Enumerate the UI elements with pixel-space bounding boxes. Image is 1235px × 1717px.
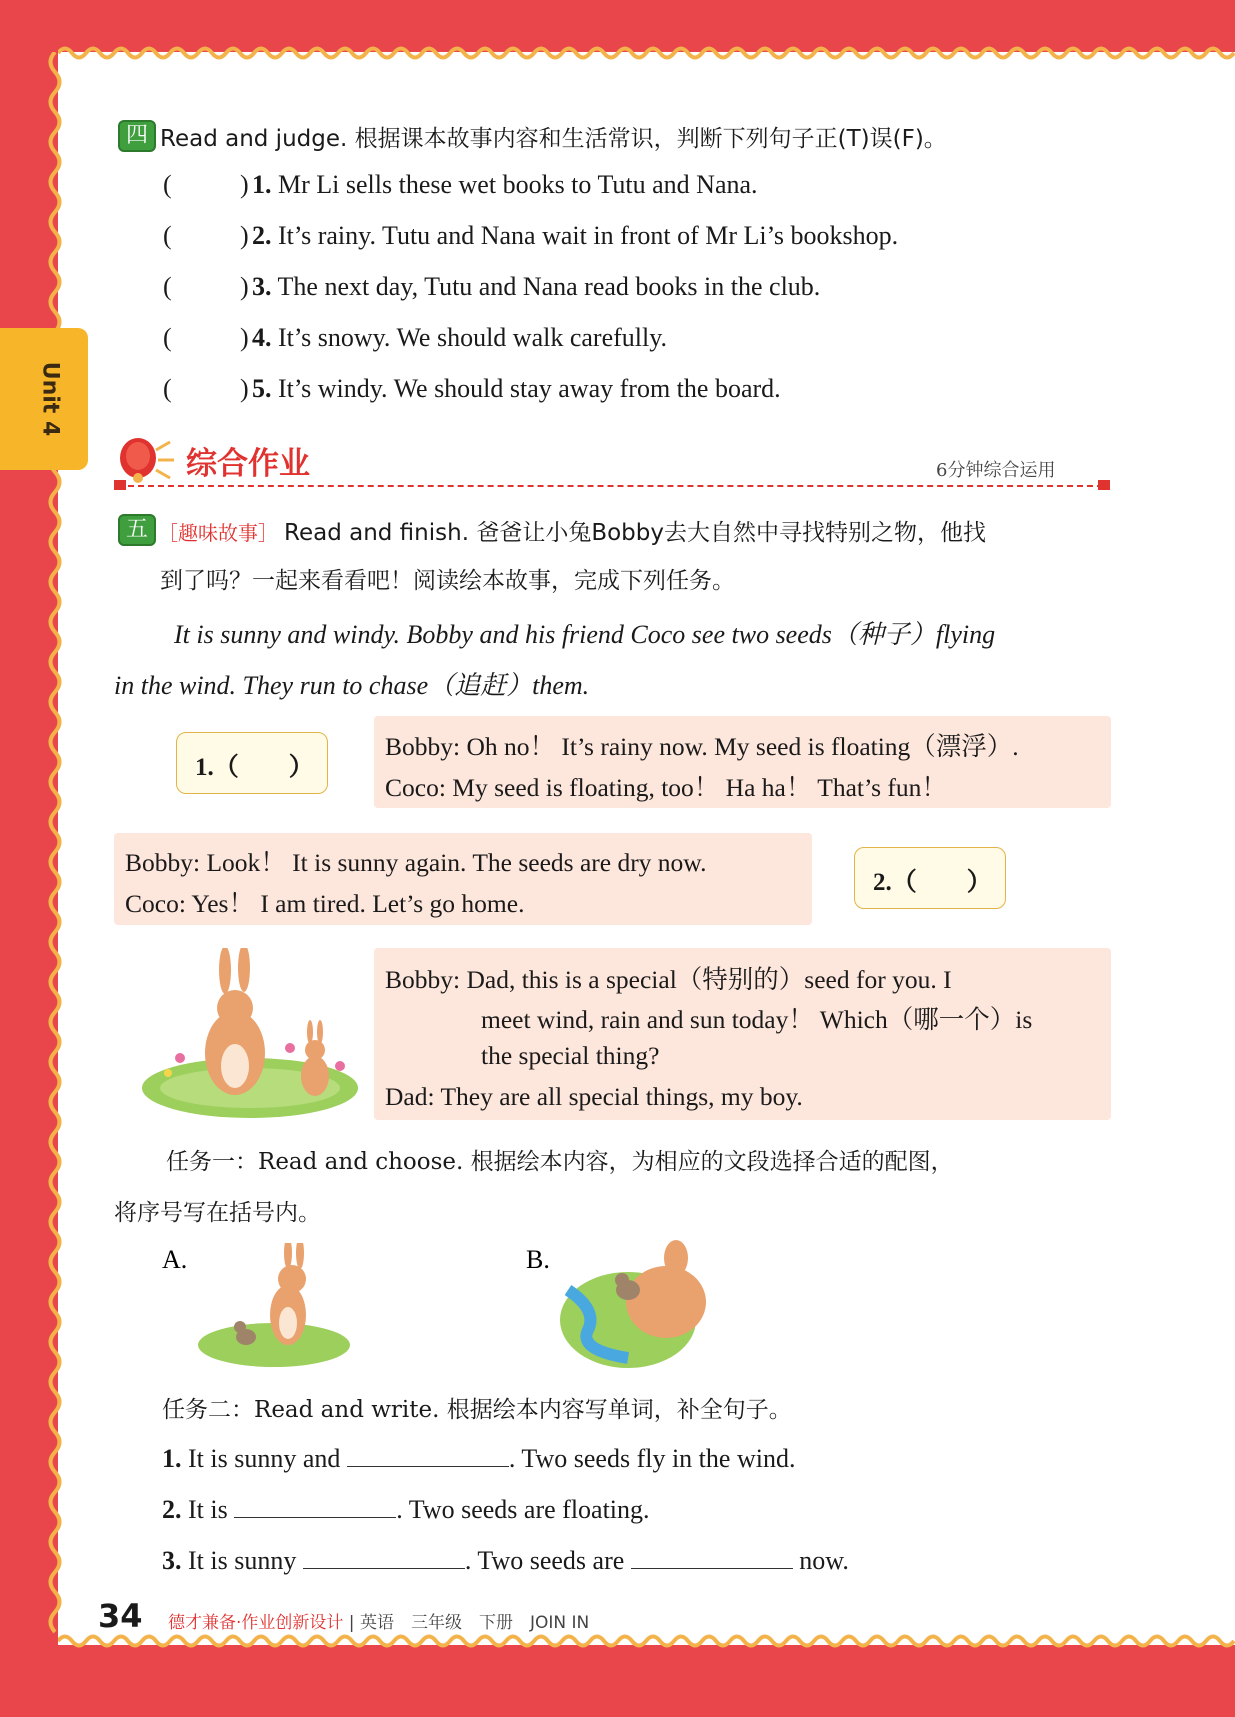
fill-question-1-number: 1. [162, 1444, 182, 1473]
judge-item-5-number: 5. [252, 374, 272, 403]
section-four-instruction: Read and judge. 根据课本故事内容和生活常识，判断下列句子正(T)误(F)。 [160, 126, 947, 152]
combined-homework-note: 6分钟综合运用 [936, 460, 1056, 481]
unit-tab-label: Unit 4 [37, 361, 63, 437]
fill-question-2-number: 2. [162, 1495, 182, 1524]
fill-question-1 [162, 1444, 795, 1474]
judge-item-1-text: Mr Li sells these wet books to Tutu and Nana. [278, 170, 758, 199]
divider-left-cap [114, 480, 126, 490]
story-line-1: It is sunny and windy. Bobby and his friend Coco see two seeds（种子）flying [174, 620, 996, 649]
section-five-tag: ［趣味故事］ [158, 521, 278, 545]
judge-item-3-number: 3. [252, 272, 272, 301]
fill-question-1-blank[interactable] [347, 1444, 509, 1467]
dialog-3-line-1: Bobby: Dad, this is a special（特别的）seed for you. I [385, 965, 952, 994]
fill-question-3 [162, 1546, 849, 1576]
rabbit-family-illustration [140, 948, 360, 1120]
answer-box-1-label: 1.（ ） [195, 754, 314, 781]
section-five-instruction-line1: Read and finish. 爸爸让小兔Bobby去大自然中寻找特别之物，他找 [284, 520, 986, 546]
dialog-2-line-2: Coco: Yes！ I am tired. Let’s go home. [125, 889, 525, 918]
judge-item-2-number: 2. [252, 221, 272, 250]
judge-item-4-text: It’s snowy. We should walk carefully. [278, 323, 668, 352]
combined-homework-title: 综合作业 [186, 446, 310, 482]
section-divider [118, 485, 1103, 487]
bell-icon [112, 432, 178, 486]
task-two-instruction: 任务二：Read and write. 根据绘本内容写单词，补全句子。 [162, 1397, 792, 1423]
judge-item-4-number: 4. [252, 323, 272, 352]
bottom-wave-border [58, 1632, 1235, 1650]
section-four-badge: 四 [118, 120, 156, 152]
answer-box-1[interactable] [176, 732, 328, 794]
fill-question-2 [162, 1495, 650, 1525]
footer-details: 英语 三年级 下册 JOIN IN [359, 1613, 590, 1633]
dialog-3-line-3: the special thing? [481, 1041, 660, 1070]
section-five-instruction-line2: 到了吗？一起来看看吧！阅读绘本故事，完成下列任务。 [160, 568, 735, 594]
option-a-illustration[interactable] [196, 1243, 352, 1371]
answer-box-2-label: 2.（ ） [873, 869, 992, 896]
fill-question-1-part-a: It is sunny and [188, 1444, 341, 1473]
fill-question-2-blank[interactable] [234, 1495, 396, 1518]
fill-question-3-part-b: . Two seeds are [464, 1546, 625, 1575]
judge-item-3-text: The next day, Tutu and Nana read books in the club. [277, 272, 821, 301]
dialog-2-line-1: Bobby: Look！ It is sunny again. The seeds are dry now. [125, 848, 707, 877]
judge-item-2-text: It’s rainy. Tutu and Nana wait in front of Mr Li’s bookshop. [278, 221, 899, 250]
dialog-1-line-2: Coco: My seed is floating, too！ Ha ha！ That’s fun！ [385, 773, 947, 802]
fill-question-3-number: 3. [162, 1546, 182, 1575]
task-one-line-1: 任务一：Read and choose. 根据绘本内容，为相应的文段选择合适的配图， [166, 1149, 954, 1175]
option-a-label: A. [162, 1245, 188, 1274]
task-one-line-2: 将序号写在括号内。 [114, 1200, 321, 1226]
fill-question-3-part-a: It is sunny [188, 1546, 297, 1575]
fill-question-2-part-a: It is [188, 1495, 228, 1524]
fill-question-2-part-b: . Two seeds are floating. [396, 1495, 650, 1524]
fill-question-3-part-c: now. [799, 1546, 849, 1575]
fill-question-3-blank-1[interactable] [303, 1546, 465, 1569]
fill-question-1-part-b: . Two seeds fly in the wind. [508, 1444, 796, 1473]
dialog-3-line-2: meet wind, rain and sun today！ Which（哪一个）is [481, 1005, 1033, 1034]
dialog-3-line-4: Dad: They are all special things, my boy. [385, 1082, 803, 1111]
judge-item-5-text: It’s windy. We should stay away from the board. [278, 374, 781, 403]
dialog-1-line-1: Bobby: Oh no！ It’s rainy now. My seed is floating（漂浮）. [385, 732, 1019, 761]
footer-text: 德才兼备·作业创新设计 | 英语 三年级 下册 JOIN IN [168, 1613, 590, 1633]
fill-question-3-blank-2[interactable] [631, 1546, 793, 1569]
option-b-illustration[interactable] [558, 1240, 714, 1370]
footer-brand: 德才兼备·作业创新设计 [168, 1613, 344, 1633]
section-five-badge: 五 [118, 514, 156, 546]
unit-tab [0, 328, 88, 470]
story-line-2: in the wind. They run to chase（追赶）them. [114, 671, 590, 700]
divider-right-cap [1098, 480, 1110, 490]
judge-item-1-number: 1. [252, 170, 272, 199]
top-wave-border [58, 44, 1235, 62]
answer-box-2[interactable] [854, 847, 1006, 909]
page-number: 34 [98, 1597, 143, 1635]
option-b-label: B. [526, 1245, 550, 1274]
left-wave-border [46, 52, 64, 1642]
